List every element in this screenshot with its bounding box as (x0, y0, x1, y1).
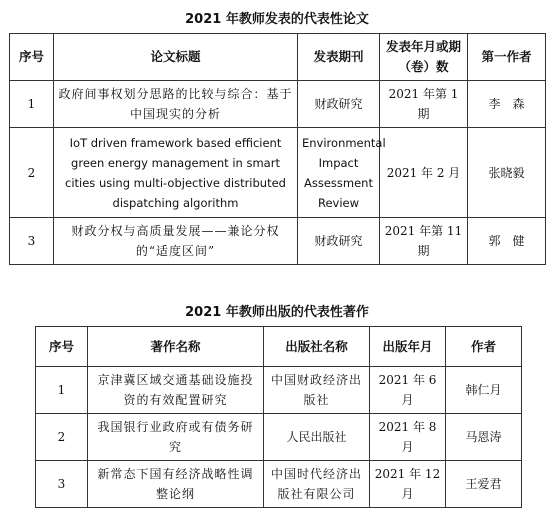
paper-author: 郭 健 (468, 218, 546, 265)
book-publisher: 中国时代经济出版社有限公司 (264, 461, 370, 508)
paper-author: 张晓毅 (468, 128, 546, 218)
table-row (36, 414, 522, 461)
paper-date: 2021 年 2 月 (380, 128, 468, 218)
book-author: 王爱君 (446, 461, 522, 508)
papers-header-date: 发表年月或期（卷）数 (380, 34, 468, 81)
book-no: 3 (36, 461, 88, 508)
books-header-publisher: 出版社名称 (264, 327, 370, 367)
paper-title: 财政分权与高质量发展——兼论分权的“适度区间” (54, 218, 298, 265)
paper-journal: Environmental Impact Assessment Review (298, 128, 380, 218)
paper-author: 李 森 (468, 81, 546, 128)
papers-header-title: 论文标题 (54, 34, 298, 81)
paper-journal: 财政研究 (298, 218, 380, 265)
book-author: 马恩涛 (446, 414, 522, 461)
papers-header-row (10, 34, 546, 81)
table-row (10, 128, 546, 218)
paper-date: 2021 年第 1 期 (380, 81, 468, 128)
papers-title: 2021 年教师发表的代表性论文 (185, 12, 369, 27)
table-row (36, 367, 522, 414)
paper-no: 3 (10, 218, 54, 265)
books-header-no: 序号 (36, 327, 88, 367)
book-date: 2021 年 8 月 (370, 414, 446, 461)
papers-header-journal: 发表期刊 (298, 34, 380, 81)
papers-table (9, 33, 546, 265)
paper-no: 2 (10, 128, 54, 218)
book-publisher: 人民出版社 (264, 414, 370, 461)
book-date: 2021 年 12 月 (370, 461, 446, 508)
table-row (10, 218, 546, 265)
paper-date: 2021 年第 11 期 (380, 218, 468, 265)
book-date: 2021 年 6 月 (370, 367, 446, 414)
books-header-row (36, 327, 522, 367)
book-publisher: 中国财政经济出版社 (264, 367, 370, 414)
books-title: 2021 年教师出版的代表性著作 (185, 305, 369, 320)
books-header-title: 著作名称 (88, 327, 264, 367)
book-no: 2 (36, 414, 88, 461)
books-header-date: 出版年月 (370, 327, 446, 367)
papers-header-no: 序号 (10, 34, 54, 81)
book-title: 京津冀区域交通基础设施投资的有效配置研究 (88, 367, 264, 414)
table-row (10, 81, 546, 128)
paper-journal: 财政研究 (298, 81, 380, 128)
table-row (36, 461, 522, 508)
book-author: 韩仁月 (446, 367, 522, 414)
book-title: 新常态下国有经济战略性调整论纲 (88, 461, 264, 508)
book-no: 1 (36, 367, 88, 414)
paper-no: 1 (10, 81, 54, 128)
books-header-author: 作者 (446, 327, 522, 367)
book-title: 我国银行业政府或有债务研究 (88, 414, 264, 461)
books-table (35, 326, 522, 508)
papers-header-author: 第一作者 (468, 34, 546, 81)
paper-title: IoT driven framework based efficient green energy management in smart cities using multi-objective distributed dispatching algorithm (54, 128, 298, 218)
paper-title: 政府间事权划分思路的比较与综合：基于中国现实的分析 (54, 81, 298, 128)
